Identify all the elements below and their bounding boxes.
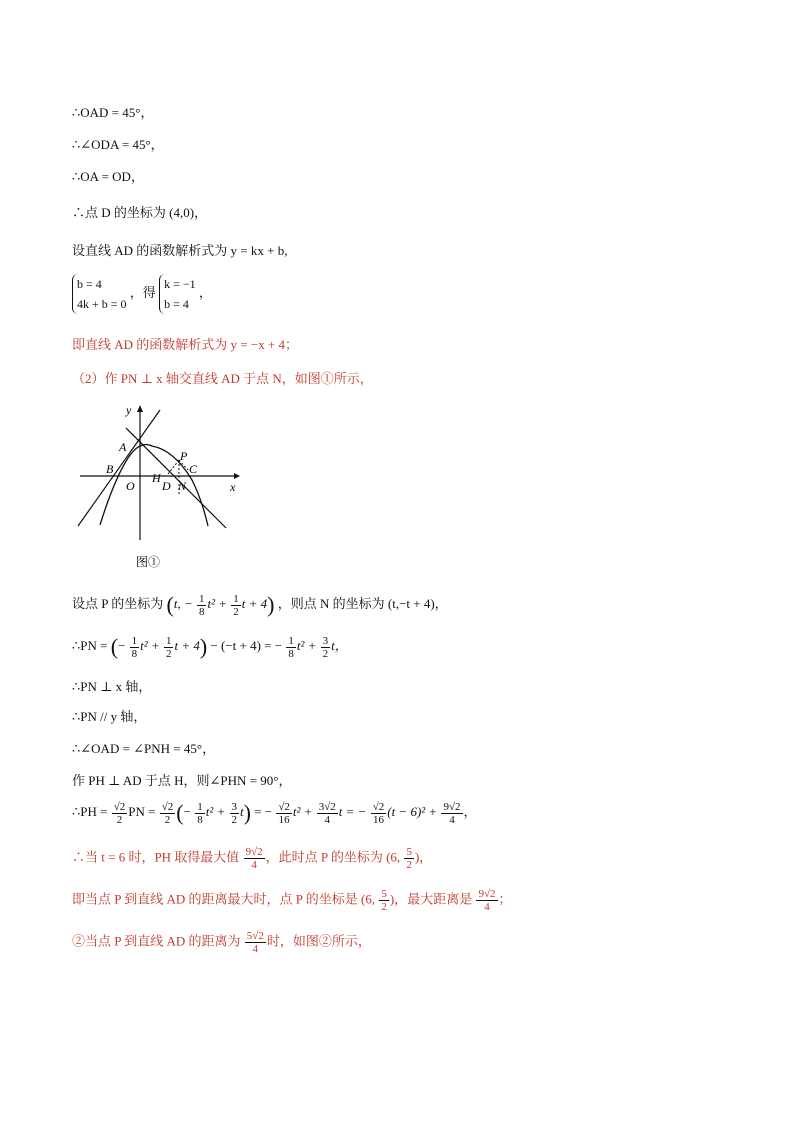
label-a: A xyxy=(119,440,127,454)
label-p: P xyxy=(180,449,188,463)
equation-system-1: b = 4 4k + b = 0 xyxy=(72,274,127,314)
label-n: N xyxy=(178,479,187,493)
label-d: D xyxy=(162,479,171,493)
line-pn-parallel-y: ∴PN // y 轴， xyxy=(72,709,147,724)
line-pn: ∴PN = (− $\frac{1}{8}$ t² + $\frac{1}{2}$ t + 4) − (−t + 4) = − $\frac{1}{8}$ t² + $\frac{3}{2}$ t， xyxy=(72,634,348,660)
label-o: O xyxy=(126,479,135,493)
line-ph-perp: 作 PH ⊥ AD 于点 H，则∠PHN = 90°， xyxy=(72,773,292,788)
line-system: b = 4 4k + b = 0 ，得 k = −1 b = 4 ， xyxy=(72,274,212,314)
y-axis-arrow xyxy=(137,405,143,412)
line-pn-perp-x: ∴PN ⊥ x 轴， xyxy=(72,679,152,694)
line-ph-expression: ∴PH = $\frac{√2}{2}$ PN = $\frac{√2}{2}$ (− $\frac{1}{8}$ t² + $\frac{3}{2}$ t) = − $\frac{√2}{16}$ t² + $\frac{3√2}{4}$ t = − $\frac{√2}{16}$ (t − 6)² + $\frac{9√2}{4}$ ， xyxy=(72,800,477,826)
x-axis-arrow xyxy=(234,473,240,479)
line-point-d: ∴点 D 的坐标为 (4,0)， xyxy=(72,205,208,220)
line-set-p: 设点 P 的坐标为 (t, − $\frac{1}{8}$ t² + $\frac{1}{2}$ t + 4) ，则点 N 的坐标为 (t,−t + 4)， xyxy=(72,592,448,618)
figure-caption: 图① xyxy=(136,555,161,569)
label-h: H xyxy=(152,471,161,485)
line-set-ad: 设直线 AD 的函数解析式为 y = kx + b, xyxy=(72,243,288,258)
line-angle-oad: ∴∠OAD = ∠PNH = 45°， xyxy=(72,741,216,756)
label-x: x xyxy=(230,480,236,494)
line-max-value: ∴当 t = 6 时，PH 取得最大值 $\frac{9√2}{4}$ ，此时点 P 的坐标为 (6, $\frac{5}{2}$ )， xyxy=(72,846,433,871)
label-y: y xyxy=(126,403,132,417)
label-c: C xyxy=(189,462,198,476)
equation-system-2: k = −1 b = 4 xyxy=(159,274,196,314)
line-ad-result: 即直线 AD 的函数解析式为 y = −x + 4； xyxy=(72,337,299,352)
line-ab xyxy=(78,410,160,526)
figure-1 xyxy=(74,400,244,575)
line-oa-od: ∴OA = OD， xyxy=(72,169,144,184)
line-part2-case2: ②当点 P 到直线 AD 的距离为 $\frac{5√2}{4}$ 时，如图②所示， xyxy=(72,930,371,955)
label-b: B xyxy=(106,462,114,476)
line-ad xyxy=(126,428,226,528)
line-oad: ∴OAD = 45°， xyxy=(72,105,154,120)
line-oda: ∴∠ODA = 45°， xyxy=(72,137,164,152)
line-max-distance: 即当点 P 到直线 AD 的距离最大时，点 P 的坐标是 (6, $\frac{5}{2}$ )，最大距离是 $\frac{9√2}{4}$ ； xyxy=(72,888,512,913)
line-part2-heading: （2）作 PN ⊥ x 轴交直线 AD 于点 N，如图①所示， xyxy=(72,371,373,386)
